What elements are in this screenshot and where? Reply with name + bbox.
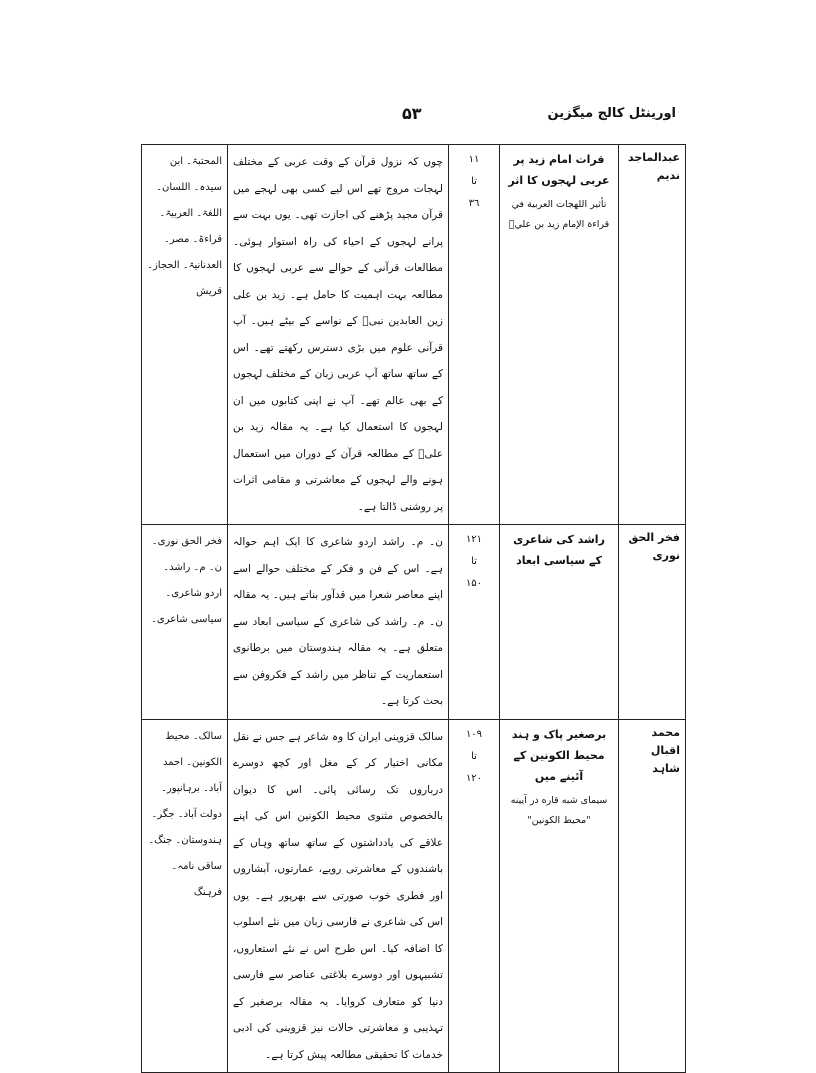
keywords-cell [142, 145, 228, 525]
article-keywords: المحتبۃ۔ ابن سیدہ۔ اللسان۔ اللغۃ۔ العربیۃ۔ قراءۃ۔ مصر۔ العدنانیۃ۔ الحجاز۔ قریش [147, 156, 222, 297]
page-start: ۱۱ [468, 154, 480, 165]
author-name: محمد اقبال شاہد [650, 725, 680, 775]
author-cell [619, 145, 686, 525]
keywords-cell [142, 719, 228, 1073]
article-title-urdu: قرات امام زید پر عربی لہجوں کا اثر [508, 153, 610, 187]
page-end: ۳٦ [468, 198, 480, 209]
table-row [142, 145, 686, 525]
author-cell [619, 525, 686, 720]
keywords-cell [142, 525, 228, 720]
article-title-urdu: برصغیر پاک و ہند محیط الکونین کے آئینے میں [511, 727, 607, 783]
journal-title: اورینٹل کالج میگزین [547, 106, 676, 121]
table-row [142, 719, 686, 1073]
article-title-arabic: تأثير اللهجات العربية في قراءة الإمام زيد بن عليؓ [508, 199, 610, 230]
page-range-separator: تا [471, 556, 477, 567]
summary-cell [228, 145, 449, 525]
page-range-separator: تا [471, 176, 477, 187]
article-index-table [141, 144, 686, 1073]
author-name: عبدالماجد ندیم [627, 151, 680, 182]
summary-cell [228, 525, 449, 720]
author-name: فخر الحق نوری [628, 531, 680, 562]
article-keywords: فخر الحق نوری۔ ن۔ م۔ راشد۔ اردو شاعری۔ سیاسی شاعری۔ [151, 536, 222, 625]
pages-cell [449, 145, 500, 525]
article-summary: سالک قزوینی ایران کا وہ شاعر ہے جس نے نقل مکانی اختیار کر کے مغل اور کچھ دوسرے درباروں تک رسائی پائی۔ اس کا دیوان بالخصوص مثنوی محیط الکونین اس کی اپنے علاقے کی یادداشتوں کے ساتھ ساتھ وہاں کے باشندوں کے معاشرتی رویے، عمارتوں، آبشاروں اور فطری خوب صورتی سے بھرپور ہے۔ یوں اس کی شاعری نے فارسی زبان میں نئے اسلوب کا اضافہ کیا۔ اس طرح اس نے نئے استعاروں، تشبیہوں اور دوسرے بلاغتی عناصر سے فارسی دنیا کو متعارف کروایا۔ یہ مقالہ برصغیر کے تہذیبی و معاشرتی حالات نیز قزوینی کی ادبی خدمات کا تحقیقی مطالعہ پیش کرتا ہے۔ [233, 730, 443, 1061]
pages-cell [449, 525, 500, 720]
page-end: ۱۲۰ [465, 772, 483, 784]
table-row [142, 525, 686, 720]
article-title-urdu: راشد کی شاعری کے سیاسی ابعاد [513, 533, 605, 567]
title-cell [500, 719, 619, 1073]
title-cell [500, 145, 619, 525]
summary-cell [228, 719, 449, 1073]
article-keywords: سالک۔ محیط الکونین۔ احمد آباد۔ برہانپور۔ دولت آباد۔ جگر۔ ہندوستان۔ جنگ۔ ساقی نامہ۔ فرہنگ [148, 730, 222, 898]
article-summary: چوں کہ نزول قرآن کے وقت عربی کے مختلف لہجات مروج تھے اس لیے کسی بھی لہجے میں قرآن مجید پڑھنے کی اجازت تھی۔ یوں بہت سے پرانے لہجوں کے احیاء کی راہ استوار ہوئی۔ مطالعات قرآنی کے حوالے سے عربی لہجوں کا مطالعہ بہت اہمیت کا حامل ہے۔ زید بن علی زین العابدین نبیؐ کے نواسے کے بیٹے ہیں۔ آپ قرآنی علوم میں بڑی دسترس رکھتے تھے۔ اس کے ساتھ ساتھ آپ عربی زبان کے مختلف لہجوں کے بھی عالم تھے۔ آپ نے اپنی کتابوں میں ان لہجوں کا استعمال کیا ہے۔ یہ مقالہ زید بن علیؓ کے مطالعہ قرآن کے دوران میں استعمال ہونے والے لہجوں کے معاشرتی و مقامی اثرات پر روشنی ڈالتا ہے۔ [233, 156, 443, 513]
pages-cell [449, 719, 500, 1073]
page-header [140, 106, 676, 132]
page-start: ۱۲۱ [465, 534, 483, 545]
article-title-persian: سیمای شبه قاره در آیینه "محیط الکونین" [510, 794, 608, 826]
page-end: ۱۵۰ [465, 578, 483, 589]
article-summary: ن۔ م۔ راشد اردو شاعری کا ایک اہم حوالہ ہے۔ اس کے فن و فکر کے مختلف حوالے اسے اپنے معاصر شعرا میں قدآور بناتے ہیں۔ یہ مقالہ ن۔ م۔ راشد کی شاعری کے سیاسی ابعاد سے متعلق ہے۔ یہ مقالہ ہندوستان میں برطانوی استعماریت کے تناظر میں راشد کے فکروفن سے بحث کرتا ہے۔ [233, 536, 443, 707]
author-cell [619, 719, 686, 1073]
page-number: ۵۳ [402, 104, 422, 123]
title-cell [500, 525, 619, 720]
page-start: ۱۰۹ [465, 728, 483, 740]
page-range-separator: تا [471, 750, 477, 762]
